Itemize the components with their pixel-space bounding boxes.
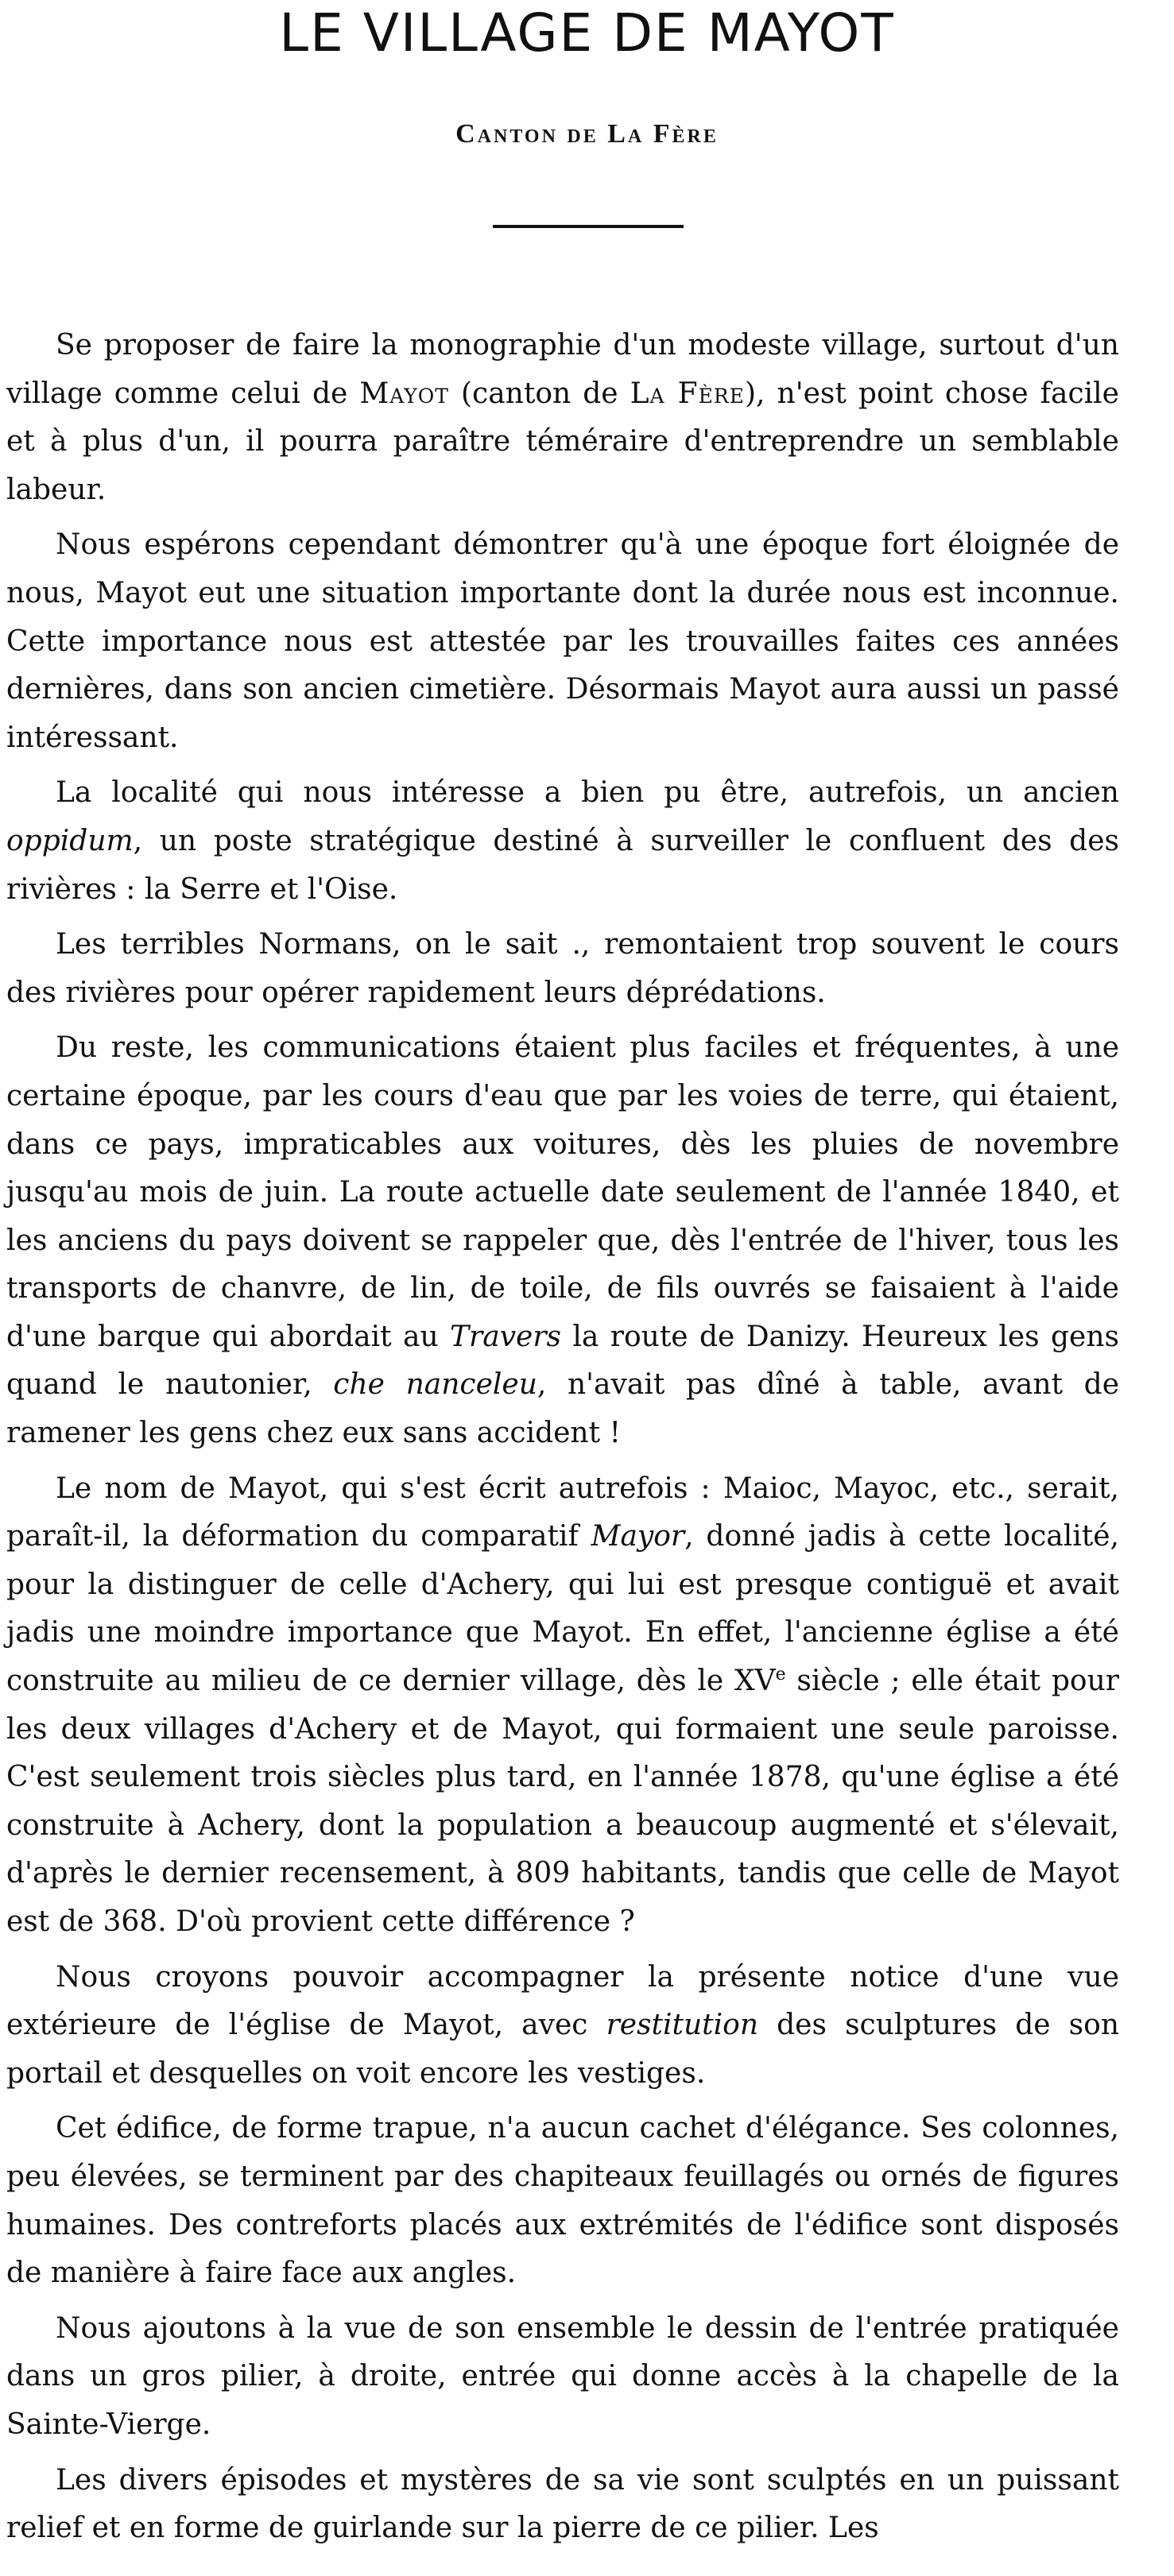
paragraph-6-text-b: , donné jadis à cette localité, pour la distinguer de celle d'Achery, qui lui est presque contiguë et avait jadis une moindre importance que Mayot. En effet, l'ancienne église a été construite au milieu de ce dernier village, dès le XV — [6, 1520, 1119, 1698]
italic-term-travers: Travers — [450, 1320, 562, 1353]
title-divider — [493, 225, 684, 228]
paragraph-1-text-b: (canton de — [448, 377, 630, 410]
page-subtitle: Canton de La Fère — [455, 119, 719, 149]
place-name-mayot: Mayot — [359, 377, 449, 410]
paragraph-3-text-a: La localité qui nous intéresse a bien pu être, autrefois, un ancien — [56, 776, 1119, 810]
paragraph-10: Les divers épisodes et mystères de sa vie sont sculptés en un puissant relief et en forme de guirlande sur la pierre de ce pilier. Les — [6, 2463, 1119, 2545]
paragraph-2: Nous espérons cependant démontrer qu'à une époque fort éloignée de nous, Mayot eut une situation importante dont la durée nous est inconnue. Cette importance nous est attestée par les trouvailles faites ces années dernières, dans son ancien cimetière. Désormais Mayot aura aussi un passé intéressant. — [6, 528, 1119, 754]
article-body — [6, 322, 1119, 2553]
paragraph-7 — [6, 1954, 1119, 2098]
paragraph-3 — [6, 769, 1119, 914]
paragraph-4: Les terribles Normans, on le sait ., remontaient trop souvent le cours des rivières pour opérer rapidement leurs déprédations. — [6, 928, 1119, 1009]
paragraph-6-text-a: Le nom de Mayot, qui s'est écrit autrefois : Maioc, Mayoc, etc., serait, paraît-il, la déformation du comparatif — [6, 1472, 1119, 1553]
paragraph-1 — [6, 322, 1119, 514]
paragraph-1-text-a: Se proposer de faire la monographie d'un modeste village, surtout d'un village comme celui de — [6, 329, 1119, 410]
italic-term-mayor: Mayor — [591, 1520, 685, 1553]
paragraph-5-text-c: , n'avait pas dîné à table, avant de ramener les gens chez eux sans accident ! — [6, 1368, 1120, 1450]
paragraph-1-text-c: ), n'est point chose facile et à plus d'un, il pourra paraître téméraire d'entreprendre un semblable labeur. — [6, 377, 1119, 506]
paragraph-3-text-b: , un poste stratégique destiné à surveiller le confluent des des rivières : la Serre et l'Oise. — [6, 824, 1119, 906]
paragraph-5 — [6, 1024, 1119, 1457]
paragraph-6 — [6, 1465, 1119, 1947]
italic-term-oppidum: oppidum — [6, 824, 134, 857]
place-name-la-fere: La Fère — [630, 377, 745, 410]
paragraph-7-text-a: Nous croyons pouvoir accompagner la présente notice d'une vue extérieure de l'église de Mayot, avec — [6, 1960, 1119, 2042]
paragraph-6-text-c: siècle ; elle était pour les deux villages d'Achery et de Mayot, qui formaient une seule paroisse. C'est seulement trois siècles plus tard, en l'année 1878, qu'une église a été construite à Achery, dont la population a beaucoup augmenté et s'élevait, d'après le dernier recensement, à 809 habitants, tandis que celle de Mayot est de 368. D'où provient cette différence ? — [6, 1665, 1119, 1938]
paragraph-5-text-b: la route de Danizy. Heureux les gens quand le nautonier, — [6, 1320, 1119, 1402]
century-superscript: e — [775, 1665, 786, 1685]
paragraph-8: Cet édifice, de forme trapue, n'a aucun cachet d'élégance. Ses colonnes, peu élevées, se terminent par des chapiteaux feuillagés ou ornés de figures humaines. Des contreforts placés aux extrémités de l'édifice sont disposés de manière à faire face aux angles. — [6, 2112, 1119, 2290]
paragraph-9: Nous ajoutons à la vue de son ensemble le dessin de l'entrée pratiquée dans un gros pilier, à droite, entrée qui donne accès à la chapelle de la Sainte-Vierge. — [6, 2311, 1119, 2441]
paragraph-7-text-b: des sculptures de son portail et desquelles on voit encore les vestiges. — [6, 2009, 1120, 2090]
italic-term-restitution: restitution — [606, 2009, 759, 2042]
page-title: LE VILLAGE DE MAYOT — [279, 2, 895, 64]
paragraph-5-text-a: Du reste, les communications étaient plus faciles et fréquentes, à une certaine époque, par les cours d'eau que par les voies de terre, qui étaient, dans ce pays, impraticables aux voitures, dès les pluies de novembre jusqu'au mois de juin. La route actuelle date seulement de l'année 1840, et les anciens du pays doivent se rappeler que, dès l'entrée de l'hiver, tous les transports de chanvre, de lin, de toile, de fils ouvrés se faisaient à l'aide d'une barque qui abordait au — [6, 1031, 1119, 1353]
italic-term-che-nanceleu: che nanceleu — [333, 1368, 537, 1402]
